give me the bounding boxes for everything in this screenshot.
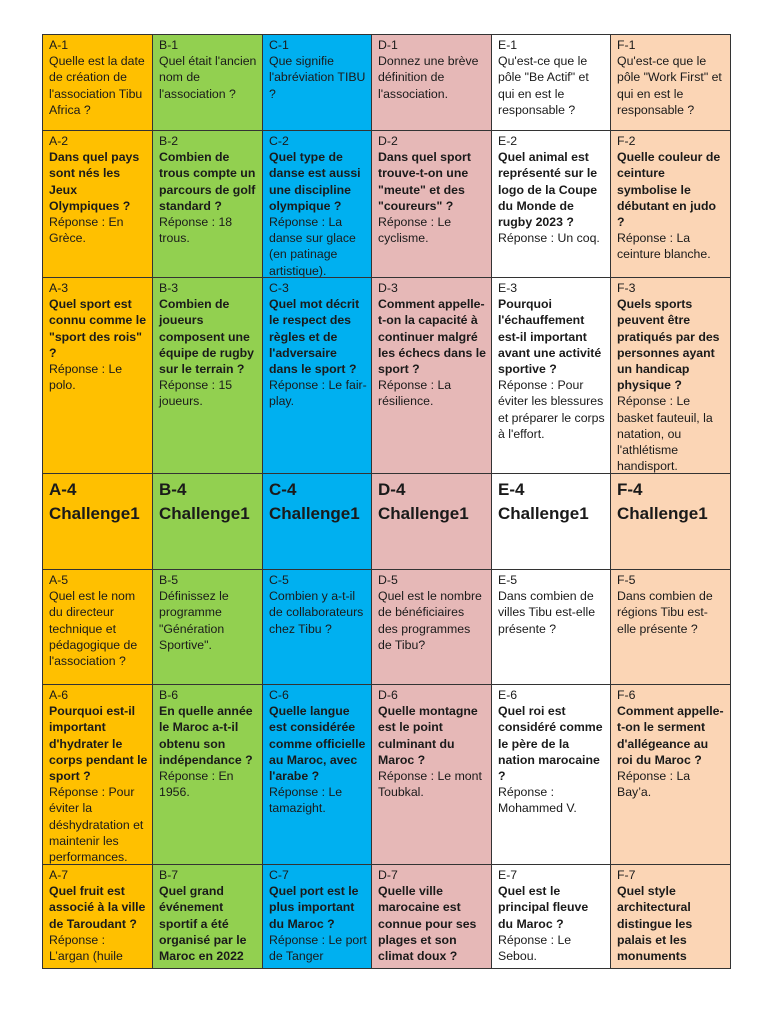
quiz-cell-f5 (611, 570, 731, 685)
cell-id: B-2 (159, 134, 179, 148)
cell-question: Quel mot décrit le respect des règles et de l'adversaire dans le sport ? (269, 297, 360, 377)
quiz-cell-f3 (611, 278, 731, 474)
quiz-cell-e5 (492, 570, 611, 685)
cell-id: F-2 (617, 134, 636, 148)
cell-answer: Réponse : Le tamazight. (269, 785, 343, 816)
quiz-cell-b1 (153, 35, 263, 131)
cell-id: B-3 (159, 281, 179, 295)
quiz-cell-c6 (263, 685, 372, 865)
cell-question: Que signifie l'abréviation TIBU ? (269, 54, 366, 101)
cell-question: Quel est le nom du directeur technique et pédagogique de l'association ? (49, 589, 138, 669)
quiz-cell-e3 (492, 278, 611, 474)
cell-question: Quelle est la date de création de l'association Tibu Africa ? (49, 54, 145, 117)
cell-question: Qu'est-ce que le pôle "Be Actif" et qui en est le responsable ? (498, 54, 589, 117)
cell-answer: Réponse : Le basket fauteuil, la natation, ou l'athlétisme handisport. (617, 394, 713, 474)
cell-id: C-4 (269, 480, 297, 499)
quiz-cell-d7 (372, 865, 492, 969)
cell-question: Quel est le principal fleuve du Maroc ? (498, 884, 589, 931)
cell-question: Quel est le nombre de bénéficiaires des programmes de Tibu? (378, 589, 482, 652)
cell-id: F-1 (617, 38, 636, 52)
quiz-cell-b5 (153, 570, 263, 685)
cell-answer: Réponse : Mohammed V. (498, 785, 577, 816)
quiz-cell-a6 (43, 685, 153, 865)
quiz-cell-b3 (153, 278, 263, 474)
cell-question: Quel port est le plus important du Maroc ? (269, 884, 359, 931)
cell-answer: Réponse : 15 joueurs. (159, 378, 233, 409)
cell-answer: Réponse : L’argan (huile (49, 932, 123, 964)
cell-id: B-6 (159, 688, 179, 702)
cell-id: C-6 (269, 688, 289, 702)
cell-question: Dans quel pays sont nés les Jeux Olympiques ? (49, 150, 140, 213)
cell-id: B-4 (159, 480, 187, 499)
cell-answer: Réponse : Pour éviter la déshydratation et maintenir les performances. (49, 785, 144, 865)
cell-answer: Réponse : Le port de Tanger (269, 932, 367, 964)
cell-answer: Réponse : Un coq. (498, 231, 600, 246)
quiz-cell-e4 (492, 474, 611, 570)
quiz-cell-e7 (492, 865, 611, 969)
cell-question: Quelle ville marocaine est connue pour ses plages et son climat doux ? (378, 884, 477, 964)
cell-question: Quelle montagne est le point culminant du Maroc ? (378, 704, 478, 767)
cell-id: D-6 (378, 688, 398, 702)
cell-answer: Réponse : 18 trous. (159, 215, 233, 246)
quiz-cell-f2 (611, 131, 731, 278)
quiz-cell-a1 (43, 35, 153, 131)
cell-question: Pourquoi est-il important d'hydrater le corps pendant le sport ? (49, 704, 148, 784)
cell-id: D-7 (378, 868, 398, 882)
cell-answer: Réponse : La danse sur glace (en patinage artistique). (269, 215, 356, 278)
quiz-cell-c2 (263, 131, 372, 278)
cell-question: Pourquoi l'échauffement est-il important avant une activité sportive ? (498, 297, 602, 377)
quiz-cell-b4 (153, 474, 263, 570)
cell-answer: Réponse : En Grèce. (49, 215, 124, 246)
cell-id: A-2 (49, 134, 69, 148)
quiz-cell-a7 (43, 865, 153, 969)
cell-id: E-5 (498, 573, 518, 587)
cell-id: D-1 (378, 38, 398, 52)
quiz-cell-e2 (492, 131, 611, 278)
cell-question: Comment appelle-t-on le serment d'allégeance au roi du Maroc ? (617, 704, 724, 767)
cell-answer: Réponse : Le Sebou. (498, 932, 572, 964)
quiz-cell-e6 (492, 685, 611, 865)
cell-question: Quel fruit est associé à la ville de Taroudant ? (49, 884, 146, 931)
cell-question: Donnez une brève définition de l'association. (378, 54, 479, 101)
quiz-cell-a3 (43, 278, 153, 474)
cell-id: E-4 (498, 480, 525, 499)
cell-answer: Réponse : Le polo. (49, 362, 123, 393)
cell-question: Quel sport est connu comme le "sport des rois" ? (49, 297, 147, 360)
cell-id: E-3 (498, 281, 518, 295)
cell-id: E-7 (498, 868, 518, 882)
cell-answer: Réponse : Le mont Toubkal. (378, 769, 482, 800)
quiz-cell-d2 (372, 131, 492, 278)
cell-id: A-4 (49, 480, 77, 499)
cell-question: Définissez le programme "Génération Sportive". (159, 589, 229, 652)
cell-answer: Réponse : La résilience. (378, 378, 452, 409)
cell-question: Combien de joueurs composent une équipe de rugby sur le terrain ? (159, 297, 254, 377)
cell-question: Combien de trous compte un parcours de golf standard ? (159, 150, 256, 213)
quiz-cell-f1 (611, 35, 731, 131)
cell-question: Dans quel sport trouve-t-on une "meute" et des "coureurs" ? (378, 150, 471, 213)
quiz-cell-c4 (263, 474, 372, 570)
cell-id: F-4 (617, 480, 643, 499)
quiz-cell-e1 (492, 35, 611, 131)
cell-answer: Réponse : La ceinture blanche. (617, 231, 711, 262)
cell-id: F-5 (617, 573, 636, 587)
cell-question: Challenge1 (617, 504, 708, 523)
cell-question: Quel était l'ancien nom de l'association ? (159, 54, 257, 101)
cell-question: Dans combien de régions Tibu est-elle présente ? (617, 589, 713, 636)
cell-id: C-5 (269, 573, 289, 587)
cell-id: A-5 (49, 573, 69, 587)
quiz-cell-c3 (263, 278, 372, 474)
quiz-cell-b7 (153, 865, 263, 969)
quiz-cell-d6 (372, 685, 492, 865)
cell-id: B-7 (159, 868, 179, 882)
cell-id: A-1 (49, 38, 69, 52)
cell-id: A-7 (49, 868, 69, 882)
quiz-cell-b2 (153, 131, 263, 278)
cell-question: Quel animal est représenté sur le logo de la Coupe du Monde de rugby 2023 ? (498, 150, 598, 230)
quiz-cell-b6 (153, 685, 263, 865)
cell-id: A-3 (49, 281, 69, 295)
cell-id: E-1 (498, 38, 518, 52)
cell-question: Dans combien de villes Tibu est-elle présente ? (498, 589, 596, 636)
cell-question: Challenge1 (159, 504, 250, 523)
quiz-cell-a2 (43, 131, 153, 278)
cell-question: Challenge1 (378, 504, 469, 523)
cell-question: Quel roi est considéré comme le père de la nation marocaine ? (498, 704, 603, 784)
cell-id: D-2 (378, 134, 398, 148)
cell-question: Quel type de danse est aussi une discipline olympique ? (269, 150, 361, 213)
cell-answer: Réponse : En 1956. (159, 769, 234, 800)
cell-question: Quelle couleur de ceinture symbolise le débutant en judo ? (617, 150, 721, 230)
cell-question: Qu'est-ce que le pôle "Work First" et qui en est le responsable ? (617, 54, 722, 117)
quiz-cell-c1 (263, 35, 372, 131)
cell-question: Comment appelle-t-on la capacité à continuer malgré les échecs dans le sport ? (378, 297, 487, 377)
cell-id: A-6 (49, 688, 69, 702)
quiz-cell-d4 (372, 474, 492, 570)
cell-id: C-1 (269, 38, 289, 52)
cell-question: En quelle année le Maroc a-t-il obtenu son indépendance ? (159, 704, 253, 767)
cell-question: Quel grand événement sportif a été organisé par le Maroc en 2022 (159, 884, 247, 964)
quiz-cell-f4 (611, 474, 731, 570)
quiz-cell-c5 (263, 570, 372, 685)
quiz-cell-d3 (372, 278, 492, 474)
cell-answer: Réponse : Pour éviter les blessures et préparer le corps à l'effort. (498, 378, 605, 441)
quiz-cell-d5 (372, 570, 492, 685)
cell-id: E-2 (498, 134, 518, 148)
cell-question: Challenge1 (498, 504, 589, 523)
cell-id: D-5 (378, 573, 398, 587)
cell-id: C-2 (269, 134, 289, 148)
quiz-cell-f6 (611, 685, 731, 865)
quiz-grid (42, 34, 731, 969)
cell-id: B-5 (159, 573, 179, 587)
cell-answer: Réponse : La Bay’a. (617, 769, 691, 800)
cell-id: F-7 (617, 868, 636, 882)
quiz-cell-a5 (43, 570, 153, 685)
quiz-cell-c7 (263, 865, 372, 969)
cell-id: F-3 (617, 281, 636, 295)
quiz-cell-a4 (43, 474, 153, 570)
cell-question: Challenge1 (49, 504, 140, 523)
cell-question: Quels sports peuvent être pratiqués par des personnes ayant un handicap physique ? (617, 297, 720, 393)
cell-id: D-3 (378, 281, 398, 295)
cell-id: C-3 (269, 281, 289, 295)
cell-question: Combien y a-t-il de collaborateurs chez Tibu ? (269, 589, 364, 636)
cell-id: D-4 (378, 480, 406, 499)
cell-answer: Réponse : Le cyclisme. (378, 215, 452, 246)
cell-answer: Réponse : Le fair-play. (269, 378, 367, 409)
quiz-cell-f7 (611, 865, 731, 969)
cell-id: F-6 (617, 688, 636, 702)
cell-id: C-7 (269, 868, 289, 882)
cell-question: Quelle langue est considérée comme officielle au Maroc, avec l'arabe ? (269, 704, 366, 784)
cell-id: B-1 (159, 38, 179, 52)
quiz-cell-d1 (372, 35, 492, 131)
cell-id: E-6 (498, 688, 518, 702)
cell-question: Quel style architectural distingue les palais et les monuments (617, 884, 693, 964)
cell-question: Challenge1 (269, 504, 360, 523)
